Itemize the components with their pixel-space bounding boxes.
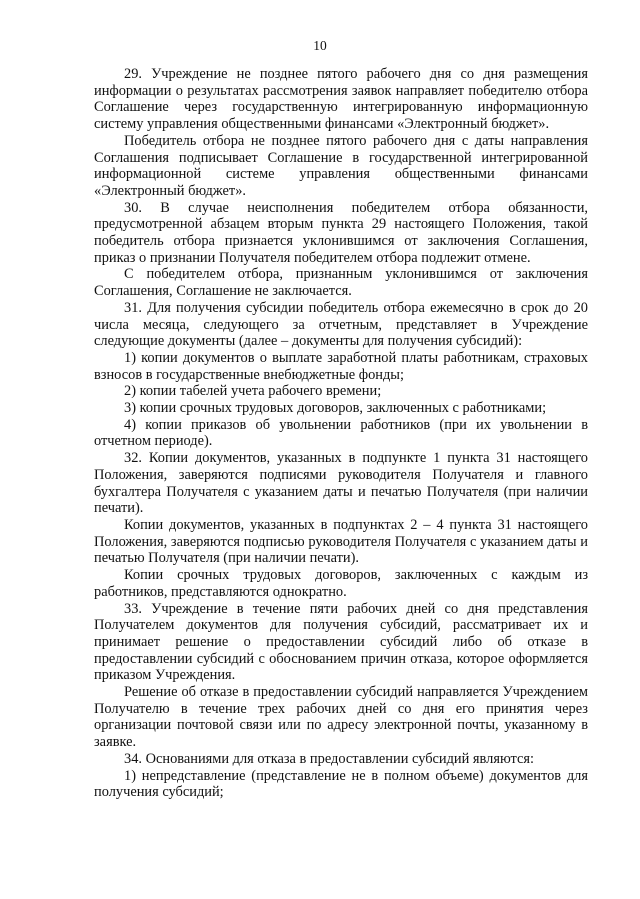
paragraph-30: 30. В случае неисполнения победителем отбора обязанности, предусмотренной абзацем вторым пункта 29 настоящего Положения, такой победитель отбора признается уклонившимся от заключения Соглашения, приказ о признании Получателя победителем отбора подлежит отмене. [94,199,588,266]
paragraph-32: 32. Копии документов, указанных в подпункте 1 пункта 31 настоящего Положения, заверяются подписями руководителя Получателя и главного бухгалтера Получателя с указанием даты и печатью Получателя (при наличии печати). [94,450,588,517]
paragraph-31: 31. Для получения субсидии победитель отбора ежемесячно в срок до 20 числа месяца, следующего за отчетным, представляет в Учреждение следующие документы (далее – документы для получения субсидий): [94,299,588,350]
paragraph-29-signing: Победитель отбора не позднее пятого рабочего дня с даты направления Соглашения подписывает Соглашение в государственной интегрированной информационной системе управления общественными финансами «Электронный бюджет». [94,132,588,199]
list-item-31-4: 4) копии приказов об увольнении работников (при их увольнении в отчетном периоде). [94,416,588,450]
list-item-31-2: 2) копии табелей учета рабочего времени; [124,383,382,400]
paragraph-30-consequence: С победителем отбора, признанным уклонившимся от заключения Соглашения, Соглашение не заключается. [94,266,588,300]
paragraph-32-copies: Копии документов, указанных в подпунктах 2 – 4 пункта 31 настоящего Положения, заверяются подписью руководителя Получателя с указанием даты и печатью Получателя (при наличии печати). [94,516,588,567]
paragraph-33-refusal: Решение об отказе в предоставлении субсидий направляется Учреждением Получателю в течение трех рабочих дней со дня его принятия через организации почтовой связи или по адресу электронной почты, указанному в заявке. [94,684,588,751]
list-item-31-3: 3) копии срочных трудовых договоров, заключенных с работниками; [124,400,547,417]
page-number: 10 [313,38,327,53]
paragraph-33: 33. Учреждение в течение пяти рабочих дней со дня представления Получателем документов для получения субсидий, рассматривает их и принимает решение о предоставлении субсидий либо об отказе в предоставлении субсидий с обоснованием причин отказа, которое оформляется приказом Учреждения. [94,600,588,684]
paragraph-32-contracts: Копии срочных трудовых договоров, заключенных с каждым из работников, представляются однократно. [94,567,588,600]
document-body [94,66,588,801]
paragraph-29: 29. Учреждение не позднее пятого рабочего дня со дня размещения информации о результатах рассмотрения заявок направляет победителю отбора Соглашение через государственную интегрированную информационную систему управления общественными финансами «Электронный бюджет». [94,66,588,133]
list-item-34-1: 1) непредставление (представление не в полном объеме) документов для получения субсидий; [94,767,588,801]
paragraph-34: 34. Основаниями для отказа в предоставлении субсидий являются: [124,750,534,767]
list-item-31-1: 1) копии документов о выплате заработной платы работникам, страховых взносов в государственные внебюджетные фонды; [94,349,588,383]
